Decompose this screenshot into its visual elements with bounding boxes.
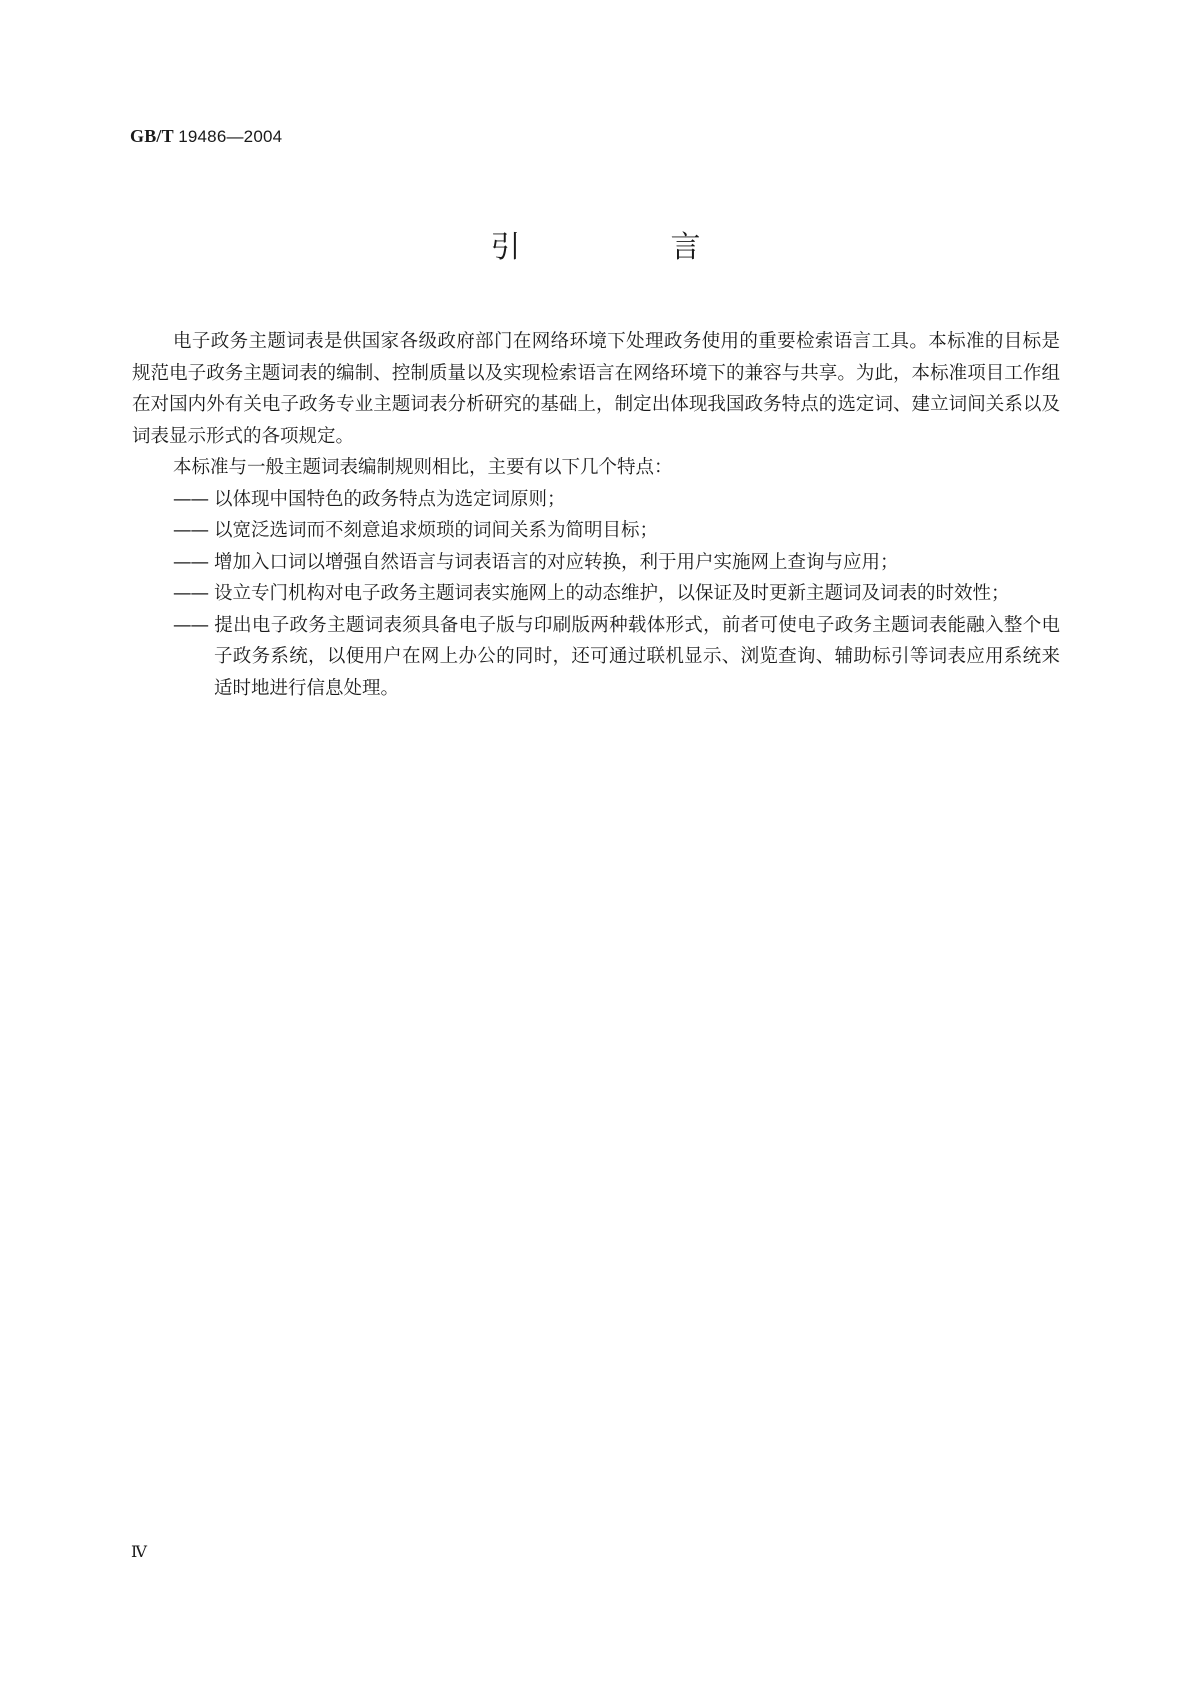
list-dash: —— — [173, 583, 208, 604]
list-dash: —— — [173, 551, 208, 573]
intro-paragraph: 电子政务主题词表是供国家各级政府部门在网络环境下处理政务使用的重要检索语言工具。本标准的目标是规范电子政务主题词表的编制、控制质量以及实现检索语言在网络环境下的兼容与共享。为此，本标准项目工作组在对国内外有关电子政务专业主题词表分析研究的基础上，制定出体现我国政务特点的选定词、建立词间关系以及词表显示形式的各项规定。 — [132, 331, 1060, 447]
list-item — [132, 484, 1060, 516]
list-item — [132, 515, 1060, 547]
list-item — [132, 547, 1060, 579]
list-item-text: 以体现中国特色的政务特点为选定词原则； — [214, 488, 566, 510]
list-item — [132, 610, 1060, 705]
standard-code — [130, 126, 282, 147]
document-body — [132, 326, 1060, 704]
page-title: 引 言 — [490, 230, 761, 265]
standard-prefix: GB/T — [130, 126, 174, 146]
list-dash: —— — [173, 488, 208, 510]
list-item-text: 增加入口词以增强自然语言与词表语言的对应转换，利于用户实施网上查询与应用； — [214, 551, 899, 573]
list-dash: —— — [173, 614, 208, 636]
features-list — [132, 484, 1060, 705]
list-item-text: 提出电子政务主题词表须具备电子版与印刷版两种载体形式，前者可使电子政务主题词表能融入整个电子政务系统，以便用户在网上办公的同时，还可通过联机显示、浏览查询、辅助标引等词表应用系统来适时地进行信息处理。 — [214, 614, 1060, 699]
page-number: Ⅳ — [131, 1544, 147, 1561]
list-item-text: 以宽泛选词而不刻意追求烦琐的词间关系为简明目标； — [214, 520, 659, 541]
list-item-text: 设立专门机构对电子政务主题词表实施网上的动态维护，以保证及时更新主题词及词表的时效性； — [214, 583, 1010, 604]
list-item — [132, 578, 1060, 610]
standard-number: 19486—2004 — [178, 127, 283, 146]
features-lead-paragraph: 本标准与一般主题词表编制规则相比，主要有以下几个特点： — [173, 457, 673, 478]
list-dash: —— — [173, 520, 208, 541]
